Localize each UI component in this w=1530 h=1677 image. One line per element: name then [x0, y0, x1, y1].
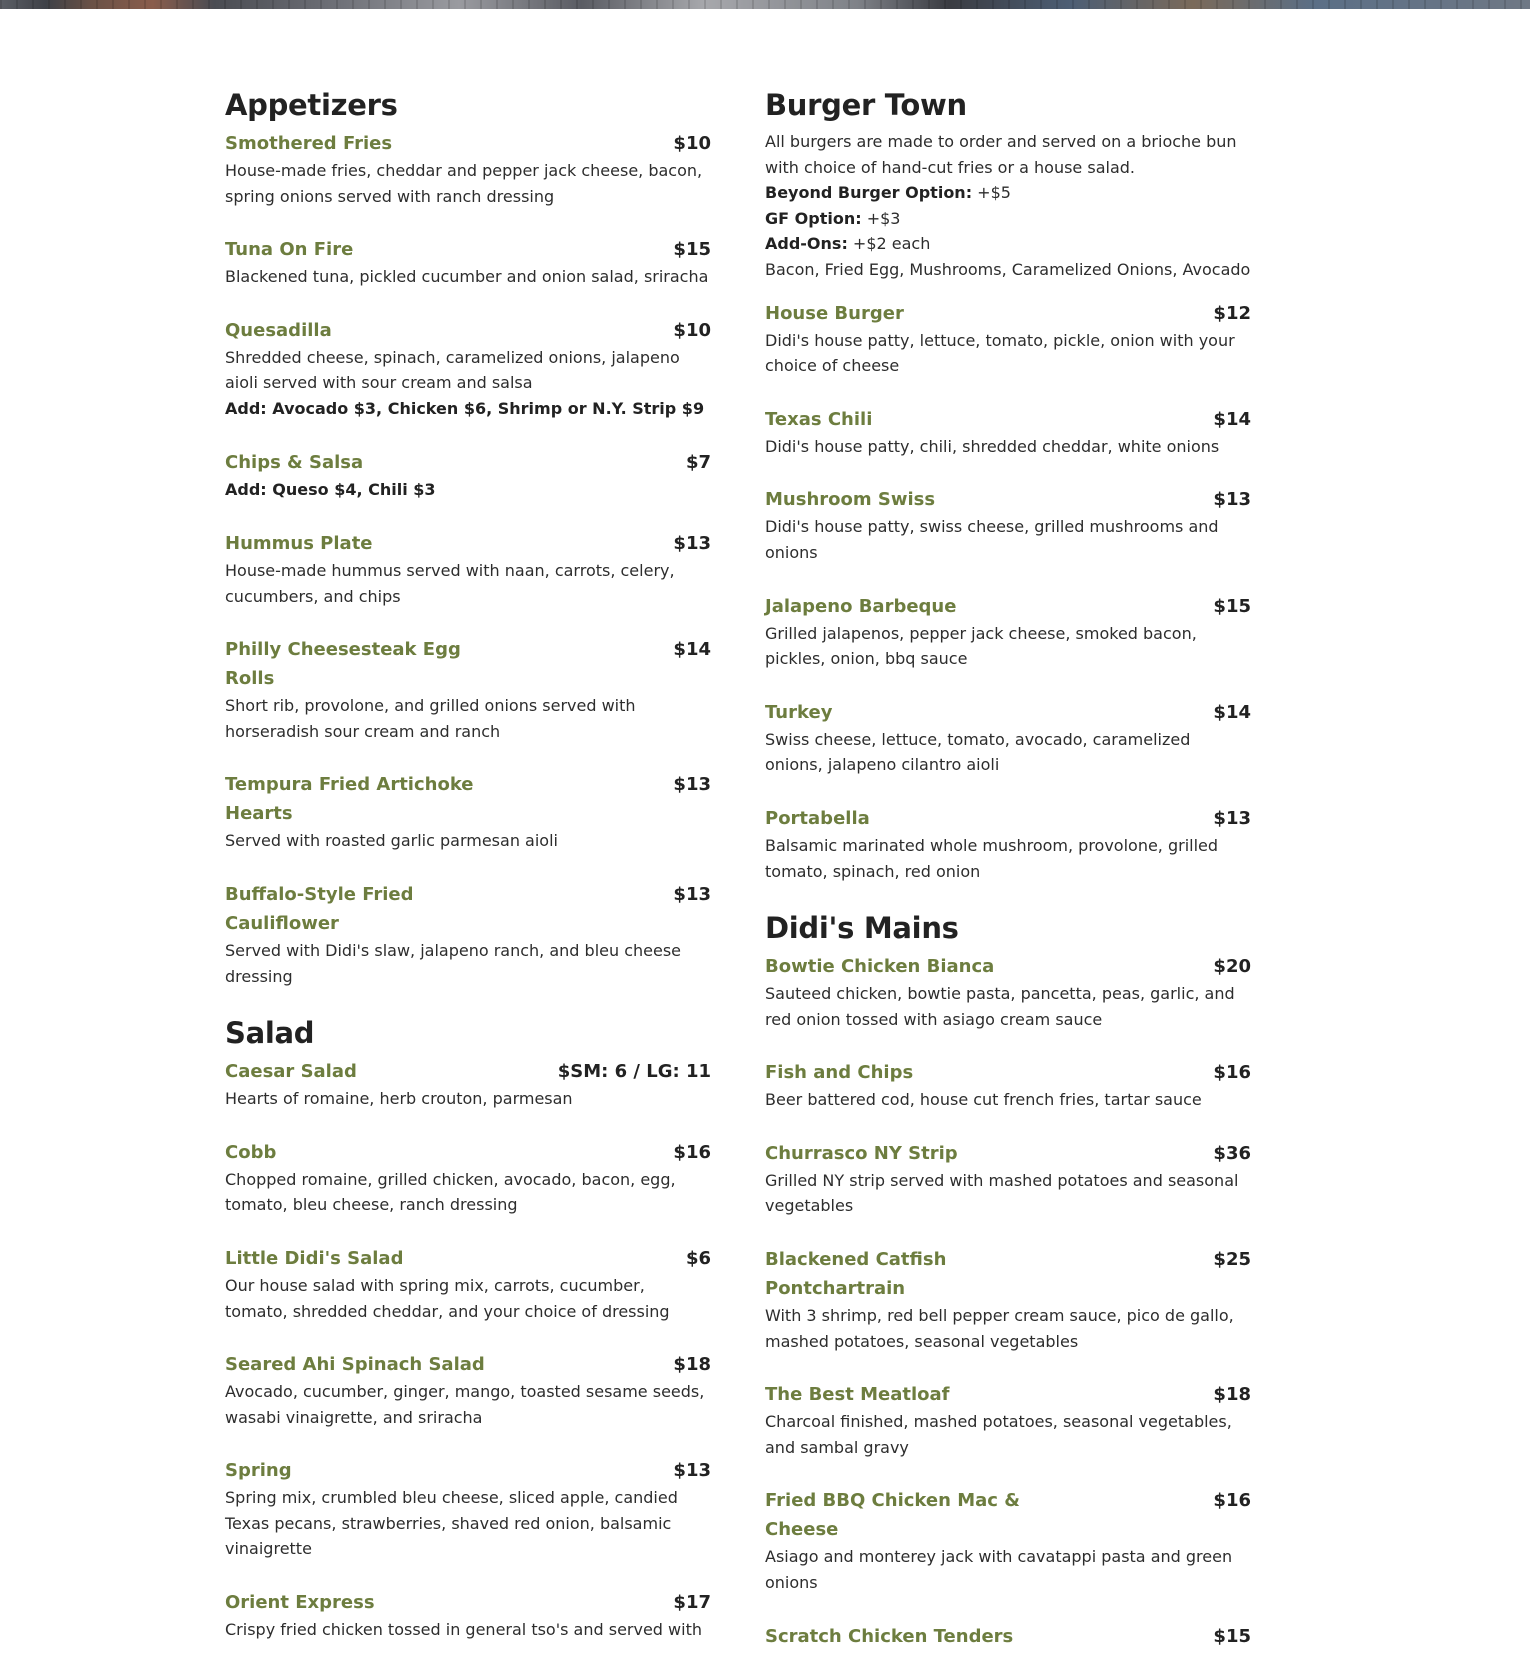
menu-item-head [765, 804, 1251, 833]
menu-item [225, 1588, 711, 1643]
menu-item-add-ons: Add: Queso $4, Chili $3 [225, 479, 436, 499]
menu-item-description: Balsamic marinated whole mushroom, provolone, grilled tomato, spinach, red onion [765, 835, 1219, 881]
menu-item [765, 405, 1275, 460]
menu-item-head [765, 592, 1251, 621]
menu-item [225, 129, 711, 209]
menu-item-description: Shredded cheese, spinach, caramelized onions, jalapeno aioli served with sour cream and salsa [225, 347, 680, 393]
menu-item-description: Swiss cheese, lettuce, tomato, avocado, caramelized onions, jalapeno cilantro aioli [765, 729, 1191, 775]
menu-item-price: $16 [673, 1141, 711, 1163]
menu-item-price: $14 [1213, 701, 1251, 723]
menu-item [765, 299, 1275, 379]
menu-item-name: Smothered Fries [225, 133, 393, 154]
add-ons-list: Bacon, Fried Egg, Mushrooms, Caramelized Onions, Avocado [765, 259, 1251, 279]
menu-item-price: $14 [673, 639, 711, 661]
menu-item-price: $18 [1213, 1384, 1251, 1406]
menu-item-description: House-made fries, cheddar and pepper jack cheese, bacon, spring onions served with ranch dressing [225, 161, 703, 206]
menu-item-description: Blackened tuna, pickled cucumber and onion salad, sriracha [225, 267, 709, 287]
menu-item-name: Scratch Chicken Tenders [765, 1625, 1014, 1647]
menu-item-description: Served with roasted garlic parmesan aioli [225, 831, 558, 851]
menu-item-description: Asiago and monterey jack with cavatappi pasta and green onions [765, 1547, 1233, 1593]
menu-item-description: With 3 shrimp, red bell pepper cream sauce, pico de gallo, mashed potatoes, seasonal vegetables [765, 1306, 1234, 1351]
menu-item [765, 1058, 1275, 1113]
menu-item-name: Little Didi's Salad [225, 1247, 404, 1269]
menu-item-name: Turkey [765, 701, 833, 723]
menu-item-name: Blackened Catfish Pontchartrain [765, 1249, 947, 1300]
menu-item-name: Fish and Chips [765, 1062, 914, 1084]
menu-item-price: $15 [673, 239, 711, 261]
menu-item-price: $7 [685, 451, 711, 473]
menu-item-head [765, 1058, 1251, 1087]
menu-item-description: Grilled jalapenos, pepper jack cheese, smoked bacon, pickles, onion, bbq sauce [765, 623, 1197, 669]
menu-item-name: Cobb [225, 1141, 277, 1163]
menu-item-name: Orient Express [225, 1592, 375, 1614]
menu-item [765, 1139, 1275, 1219]
menu-item-name: Tempura Fried Artichoke Hearts [225, 774, 474, 825]
menu-item-head [225, 529, 711, 558]
menu-item-description: Charcoal finished, mashed potatoes, seasonal vegetables, and sambal gravy [765, 1412, 1232, 1457]
burger-intro-text: All burgers are made to order and served on a brioche bun with choice of hand-cut fries or a house salad. [765, 132, 1237, 177]
menu-item-price: $6 [685, 1247, 711, 1269]
menu-item [225, 635, 711, 744]
section-title-burger-town: Burger Town [765, 88, 967, 122]
menu-item-price: $10 [673, 319, 711, 341]
menu-item [225, 529, 711, 609]
menu-item-head [225, 1138, 711, 1167]
menu-item-head [225, 1456, 711, 1485]
menu-item-name: The Best Meatloaf [765, 1384, 950, 1406]
menu-item [765, 804, 1275, 884]
section-title-salad: Salad [225, 1016, 315, 1051]
menu-item-name: Portabella [765, 807, 870, 829]
menu-item-price: $18 [673, 1354, 711, 1376]
menu-item-description: Crispy fried chicken tossed in general tso's and served with [225, 1620, 702, 1640]
menu-item-head [765, 405, 1251, 434]
menu-item-head [225, 1244, 711, 1273]
menu-item-name: Quesadilla [225, 319, 332, 341]
menu-item-price: $14 [1213, 408, 1251, 430]
menu-item-description: Sauteed chicken, bowtie pasta, pancetta, peas, garlic, and red onion tossed with asiago cream sauce [765, 984, 1235, 1029]
menu-item-description: Didi's house patty, swiss cheese, grilled mushrooms and onions [765, 517, 1219, 562]
beyond-burger-label: Beyond Burger Option: [765, 183, 973, 203]
menu-item-description: Didi's house patty, lettuce, tomato, pickle, onion with your choice of cheese [765, 330, 1235, 376]
menu-item-description: House-made hummus served with naan, carrots, celery, cucumbers, and chips [225, 560, 675, 606]
hero-image-texture [0, 0, 1530, 9]
menu-item [765, 1380, 1275, 1460]
menu-item [225, 1057, 711, 1112]
menu-item [765, 698, 1275, 778]
menu-item [225, 880, 711, 989]
menu-item-name: Mushroom Swiss [765, 489, 936, 511]
menu-item [225, 1138, 711, 1218]
menu-item [765, 1245, 1275, 1354]
menu-item-add-ons: Add: Avocado $3, Chicken $6, Shrimp or N.Y. Strip $9 [225, 398, 705, 418]
menu-item-price: $12 [1213, 302, 1251, 324]
menu-item-head [225, 448, 711, 477]
menu-item-name: Spring [225, 1460, 292, 1482]
menu-item-name: Fried BBQ Chicken Mac & Cheese [765, 1490, 1020, 1541]
menu-item-price: $36 [1213, 1142, 1251, 1164]
menu-item-price: $13 [673, 1460, 711, 1482]
menu-item [765, 485, 1275, 565]
hero-image-strip [0, 0, 1530, 9]
menu-item-head [225, 635, 711, 693]
menu-item-description: Served with Didi's slaw, jalapeno ranch, and bleu cheese dressing [225, 940, 682, 986]
menu-item-head [765, 1622, 1251, 1651]
menu-item-price: $25 [1213, 1249, 1251, 1271]
menu-item-description: Beer battered cod, house cut french fries, tartar sauce [765, 1090, 1202, 1110]
add-ons-option [765, 231, 1275, 257]
add-ons-label: Add-Ons: [765, 234, 848, 254]
menu-item-price: $10 [673, 133, 711, 154]
menu-item-price: $13 [673, 883, 711, 905]
burger-intro [765, 129, 1275, 283]
menu-item [225, 316, 711, 422]
menu-item [765, 952, 1275, 1032]
menu-item-name: Jalapeno Barbeque [765, 595, 957, 617]
menu-item-price: $20 [1213, 956, 1251, 978]
menu-item-price: $16 [1213, 1062, 1251, 1084]
menu-item-name: Churrasco NY Strip [765, 1142, 958, 1164]
menu-item-name: Buffalo-Style Fried Cauliflower [225, 883, 414, 934]
menu-item [225, 448, 711, 503]
menu-item-name: Bowtie Chicken Bianca [765, 956, 995, 978]
menu-item [225, 770, 711, 854]
menu-item-price: $13 [673, 532, 711, 554]
menu-item-description: Grilled NY strip served with mashed potatoes and seasonal vegetables [765, 1170, 1239, 1216]
gf-option-label: GF Option: [765, 208, 862, 228]
menu-item [765, 592, 1275, 672]
menu-item-head [225, 129, 711, 158]
menu-item [765, 1486, 1275, 1595]
section-title-didis-mains: Didi's Mains [765, 911, 959, 946]
menu-item [225, 1350, 711, 1430]
menu-item-head [765, 698, 1251, 727]
menu-item-head [225, 1588, 711, 1617]
menu-item-name: Chips & Salsa [225, 451, 364, 473]
menu-item [225, 235, 711, 290]
menu-item-head [765, 1139, 1251, 1168]
menu-item [225, 1244, 711, 1324]
menu-item-description: Hearts of romaine, herb crouton, parmesan [225, 1089, 573, 1109]
add-ons-value: +$2 each [847, 234, 931, 254]
menu-item-name: Seared Ahi Spinach Salad [225, 1354, 485, 1376]
menu-item-head [765, 952, 1251, 981]
menu-column-right [765, 87, 1275, 1677]
menu-item-price: $13 [1213, 807, 1251, 829]
menu-item-description: Short rib, provolone, and grilled onions served with horseradish sour cream and ranch [225, 696, 636, 741]
menu-item-price: $17 [673, 1592, 711, 1614]
menu-item-name: Philly Cheesesteak Egg Rolls [225, 639, 461, 690]
menu-item-head [225, 770, 711, 828]
menu-item-head [765, 1486, 1251, 1544]
menu-item-name: Hummus Plate [225, 532, 373, 554]
menu-item-price: $15 [1213, 595, 1251, 617]
menu-item-name: House Burger [765, 302, 904, 324]
menu-item-name: Tuna On Fire [225, 239, 354, 261]
menu-item-price: $13 [673, 774, 711, 796]
menu-item-head [225, 1057, 711, 1086]
menu-item-description: Avocado, cucumber, ginger, mango, toasted sesame seeds, wasabi vinaigrette, and sriracha [225, 1382, 705, 1427]
menu-item-description: Chopped romaine, grilled chicken, avocado, bacon, egg, tomato, bleu cheese, ranch dressing [225, 1169, 676, 1215]
menu-item-description: Didi's house patty, chili, shredded cheddar, white onions [765, 436, 1220, 456]
menu-item-description: Our house salad with spring mix, carrots, cucumber, tomato, shredded cheddar, and your choice of dressing [225, 1275, 670, 1321]
menu-item [765, 1622, 1275, 1651]
menu-item-head [225, 235, 711, 264]
menu-item-name: Caesar Salad [225, 1061, 357, 1083]
section-title-appetizers: Appetizers [225, 88, 398, 122]
menu-item-head [765, 1380, 1251, 1409]
menu-item-head [765, 299, 1251, 328]
menu-item-price: $16 [1213, 1490, 1251, 1512]
menu-item-head [225, 316, 711, 345]
menu-item [225, 1456, 711, 1562]
menu-item-price: $SM: 6 / LG: 11 [557, 1061, 711, 1083]
menu-item-description: Spring mix, crumbled bleu cheese, sliced apple, candied Texas pecans, strawberries, shaved red onion, balsamic vinaigrette [225, 1488, 678, 1559]
gf-option [765, 206, 1275, 232]
menu-item-head [765, 485, 1251, 514]
menu-item-price: $15 [1213, 1625, 1251, 1647]
beyond-burger-value: +$5 [972, 183, 1011, 203]
menu-item-price: $13 [1213, 489, 1251, 511]
gf-option-value: +$3 [861, 208, 901, 228]
menu-item-name: Texas Chili [765, 408, 873, 430]
beyond-burger-option [765, 180, 1275, 206]
menu-item-head [765, 1245, 1251, 1303]
menu-item-head [225, 880, 711, 938]
menu-column-left [225, 87, 711, 1669]
menu-item-head [225, 1350, 711, 1379]
